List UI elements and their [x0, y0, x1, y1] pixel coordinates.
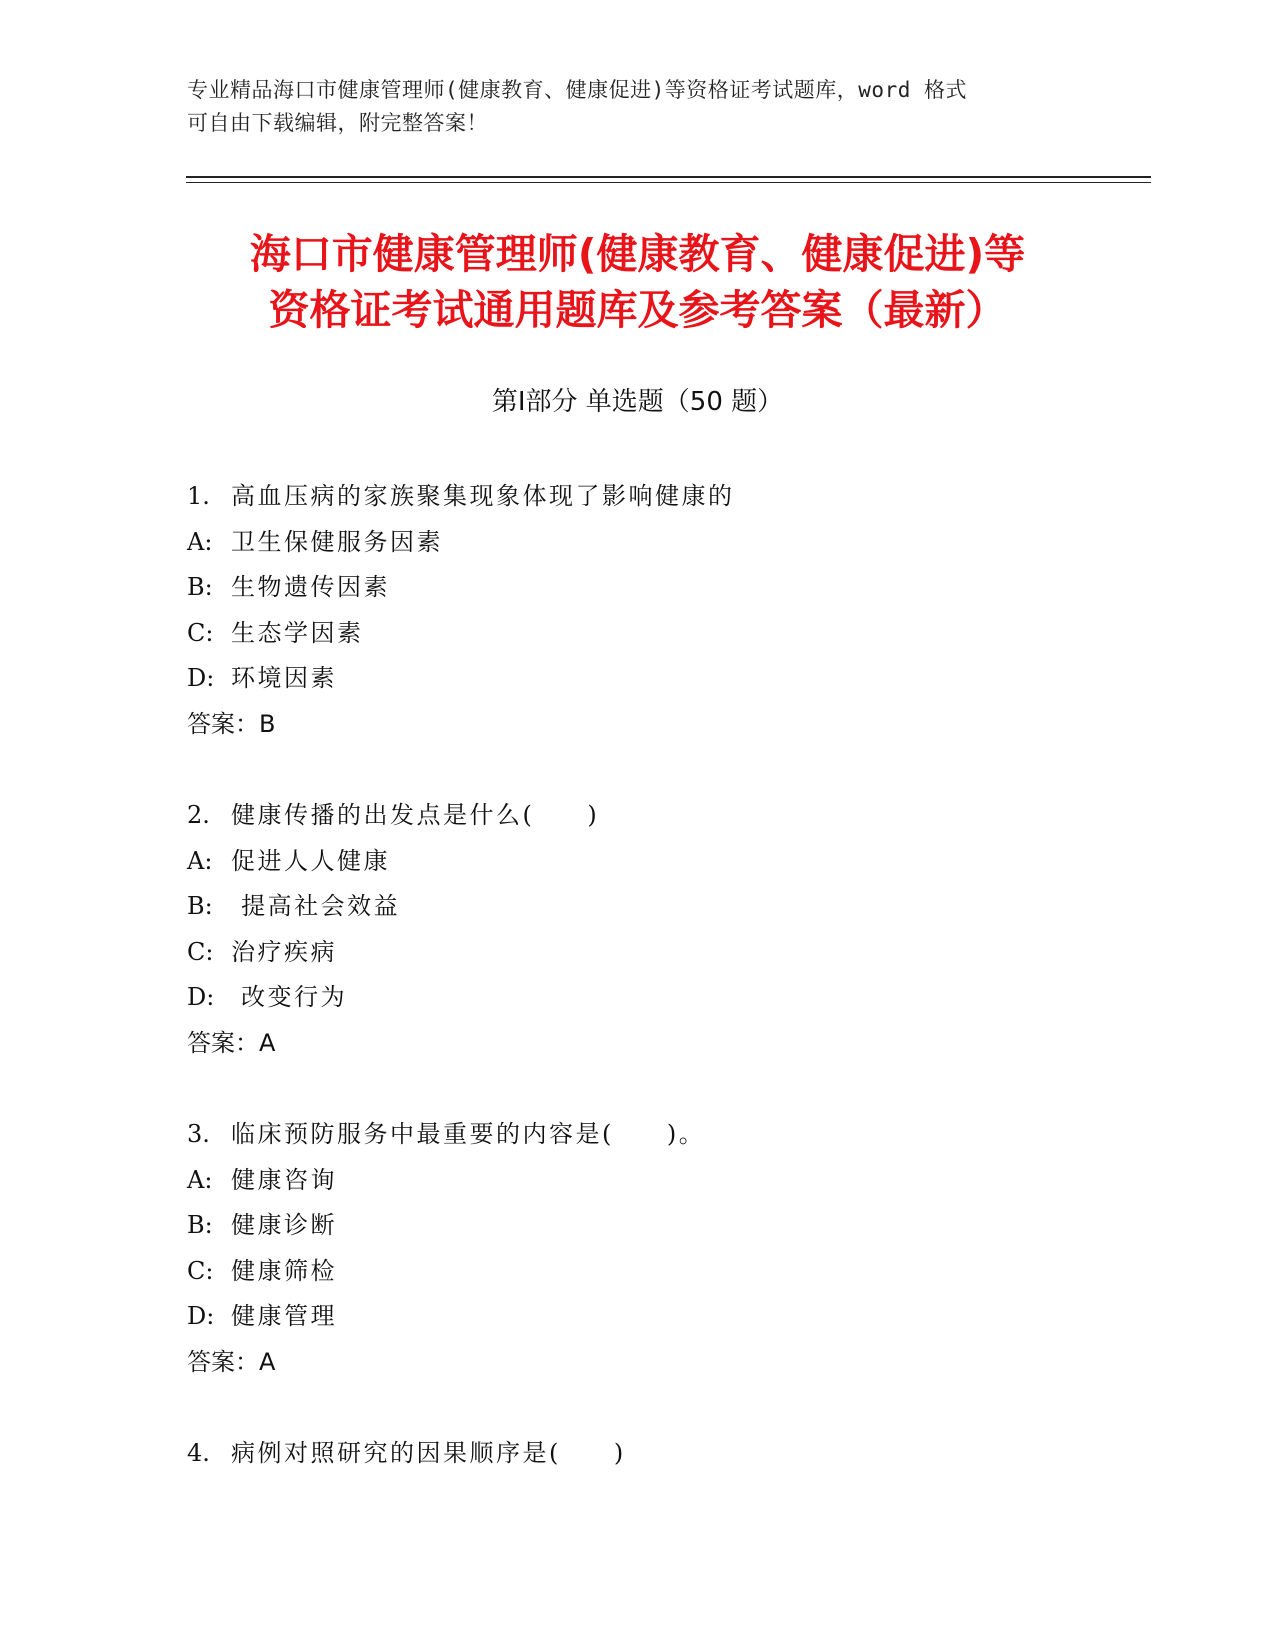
option-text: 健康筛检	[231, 1256, 337, 1285]
question-text: 健康传播的出发点是什么( )	[231, 801, 600, 829]
header-note-line-1: 专业精品海口市健康管理师(健康教育、健康促进)等资格证考试题库，word 格式	[187, 78, 967, 102]
question-text: 临床预防服务中最重要的内容是( )。	[231, 1120, 706, 1148]
question	[187, 474, 1137, 747]
question-number: 4.	[187, 1439, 210, 1467]
section-heading: 第Ⅰ部分 单选题（50 题）	[491, 387, 784, 417]
question-stem	[187, 474, 1137, 520]
answer-key: 答案：A	[187, 1347, 276, 1376]
answer-key: 答案：A	[187, 1028, 276, 1057]
option-label: D:	[187, 664, 215, 692]
document-title-line-1: 海口市健康管理师(健康教育、健康促进)等	[249, 230, 1026, 278]
question-number: 3.	[187, 1120, 210, 1148]
option-text: 促进人人健康	[231, 846, 390, 875]
option-text: 提高社会效益	[231, 892, 401, 920]
question-number: 1.	[187, 482, 210, 510]
header-divider-thick	[186, 176, 1151, 178]
question-list	[187, 474, 1137, 1523]
option-text: 健康管理	[231, 1302, 337, 1330]
document-title	[150, 226, 1125, 338]
answer-option	[187, 1203, 1137, 1249]
option-text: 改变行为	[231, 983, 348, 1011]
header-note-line-2: 可自由下载编辑，附完整答案！	[187, 111, 488, 135]
answer-option	[187, 1294, 1137, 1340]
option-text: 生态学因素	[231, 618, 364, 647]
question-number: 2.	[187, 801, 210, 829]
option-label: B:	[187, 892, 213, 920]
answer-option	[187, 975, 1137, 1021]
option-label: A:	[187, 527, 213, 556]
option-text: 健康咨询	[231, 1165, 337, 1194]
header-note	[187, 74, 1067, 140]
option-text: 环境因素	[231, 664, 337, 692]
option-label: D:	[187, 1302, 215, 1330]
header-divider-thin	[186, 182, 1151, 183]
option-label: D:	[187, 983, 215, 1011]
option-label: B:	[187, 573, 213, 601]
question-text: 病例对照研究的因果顺序是( )	[231, 1439, 626, 1467]
answer-option	[187, 565, 1137, 611]
question-stem	[187, 1112, 1137, 1158]
answer-option	[187, 1249, 1137, 1295]
document-title-line-2: 资格证考试通用题库及参考答案（最新）	[268, 286, 1007, 334]
option-text: 健康诊断	[231, 1211, 337, 1239]
answer-option	[187, 1158, 1137, 1204]
answer-option	[187, 611, 1137, 657]
option-label: A:	[187, 1165, 213, 1194]
question	[187, 793, 1137, 1066]
option-label: A:	[187, 846, 213, 875]
answer-option	[187, 656, 1137, 702]
question-text: 高血压病的家族聚集现象体现了影响健康的	[231, 482, 735, 510]
answer-option	[187, 839, 1137, 885]
option-label: B:	[187, 1211, 213, 1239]
option-text: 生物遗传因素	[231, 573, 390, 601]
answer-option	[187, 930, 1137, 976]
question-stem	[187, 793, 1137, 839]
answer-option	[187, 884, 1137, 930]
answer-key: 答案：B	[187, 709, 276, 738]
option-label: C:	[187, 1256, 214, 1285]
question-stem	[187, 1431, 1137, 1477]
question	[187, 1431, 1137, 1477]
option-text: 治疗疾病	[231, 937, 337, 966]
answer-option	[187, 520, 1137, 566]
option-label: C:	[187, 937, 214, 966]
question	[187, 1112, 1137, 1385]
option-label: C:	[187, 618, 214, 647]
option-text: 卫生保健服务因素	[231, 527, 443, 556]
